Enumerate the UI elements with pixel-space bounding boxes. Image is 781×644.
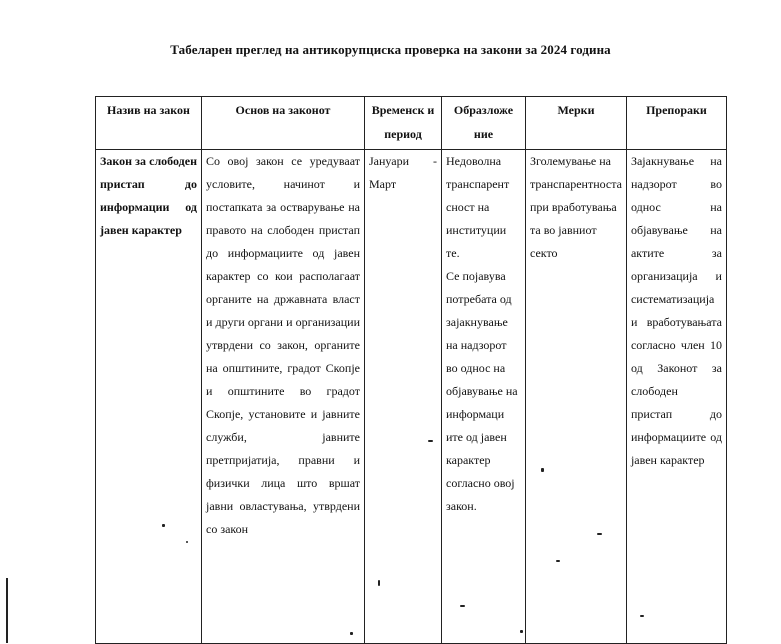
cell-recommendations: [626, 150, 726, 644]
scan-speck: [460, 605, 465, 607]
scan-speck: [520, 630, 523, 633]
scan-speck: [162, 524, 165, 527]
header-law-name: Назив на закон: [96, 97, 202, 150]
scan-speck: [556, 560, 560, 562]
document-title: Табеларен преглед на антикорупциска проверка на закони за 2024 година: [170, 42, 611, 57]
explanation-text-2: Се појавува потребата од зајакнување на надзорот во однос на објавување на информаци ите од јавен карактер согласно овој закон.: [446, 269, 518, 513]
cell-law-name: [96, 150, 202, 644]
cell-measures: [526, 150, 627, 644]
cell-time-period: [365, 150, 442, 644]
header-law-basis: Основ на законот: [202, 97, 365, 150]
scan-speck: [597, 533, 602, 535]
scan-speck: [640, 615, 644, 617]
scan-edge-mark: [6, 578, 8, 643]
explanation-text-1: Недоволна транспарент сност на институции те.: [446, 154, 510, 260]
scan-speck: [428, 440, 433, 442]
time-period-text: Јануари - Март: [369, 154, 437, 191]
law-name-text: Закон за слободен пристап до информации од јавен карактер: [100, 154, 197, 237]
scan-speck: [378, 580, 380, 586]
anti-corruption-review-table: [95, 96, 727, 644]
cell-explanation: [442, 150, 526, 644]
header-measures: Мерки: [526, 97, 627, 150]
recommendations-text: Зајакнување на надзорот во однос на објавување на актите за организација и систематизација и вработувањата согласно член 10 од Законот за слободен пристап до информациите од јавен карактер: [630, 154, 722, 467]
scan-speck: [186, 541, 188, 543]
header-explanation: Образложе ние: [442, 97, 526, 150]
measures-text: Зголемување на транспарентноста при вработувања та во јавниот секто: [530, 154, 622, 260]
table-row: [96, 150, 727, 644]
table-header-row: [96, 97, 727, 150]
law-basis-text: Со овој закон се уредуваат условите, начинот и постапката за остварување на правото на слободен пристап до информациите од јавен карактер со кои располагаат органите на државната власт и други органи и организации утврдени со закон, органите на општините, градот Скопје и општините во градот Скопје, установите и јавните служби, јавните претпријатија, правни и физички лица што вршат јавни овластувања, утврдени со закон: [206, 154, 360, 536]
scan-speck: [350, 632, 353, 635]
cell-law-basis: [202, 150, 365, 644]
scan-speck: [541, 468, 544, 472]
header-time-period: Временск и период: [365, 97, 442, 150]
header-recommendations: Препораки: [626, 97, 726, 150]
